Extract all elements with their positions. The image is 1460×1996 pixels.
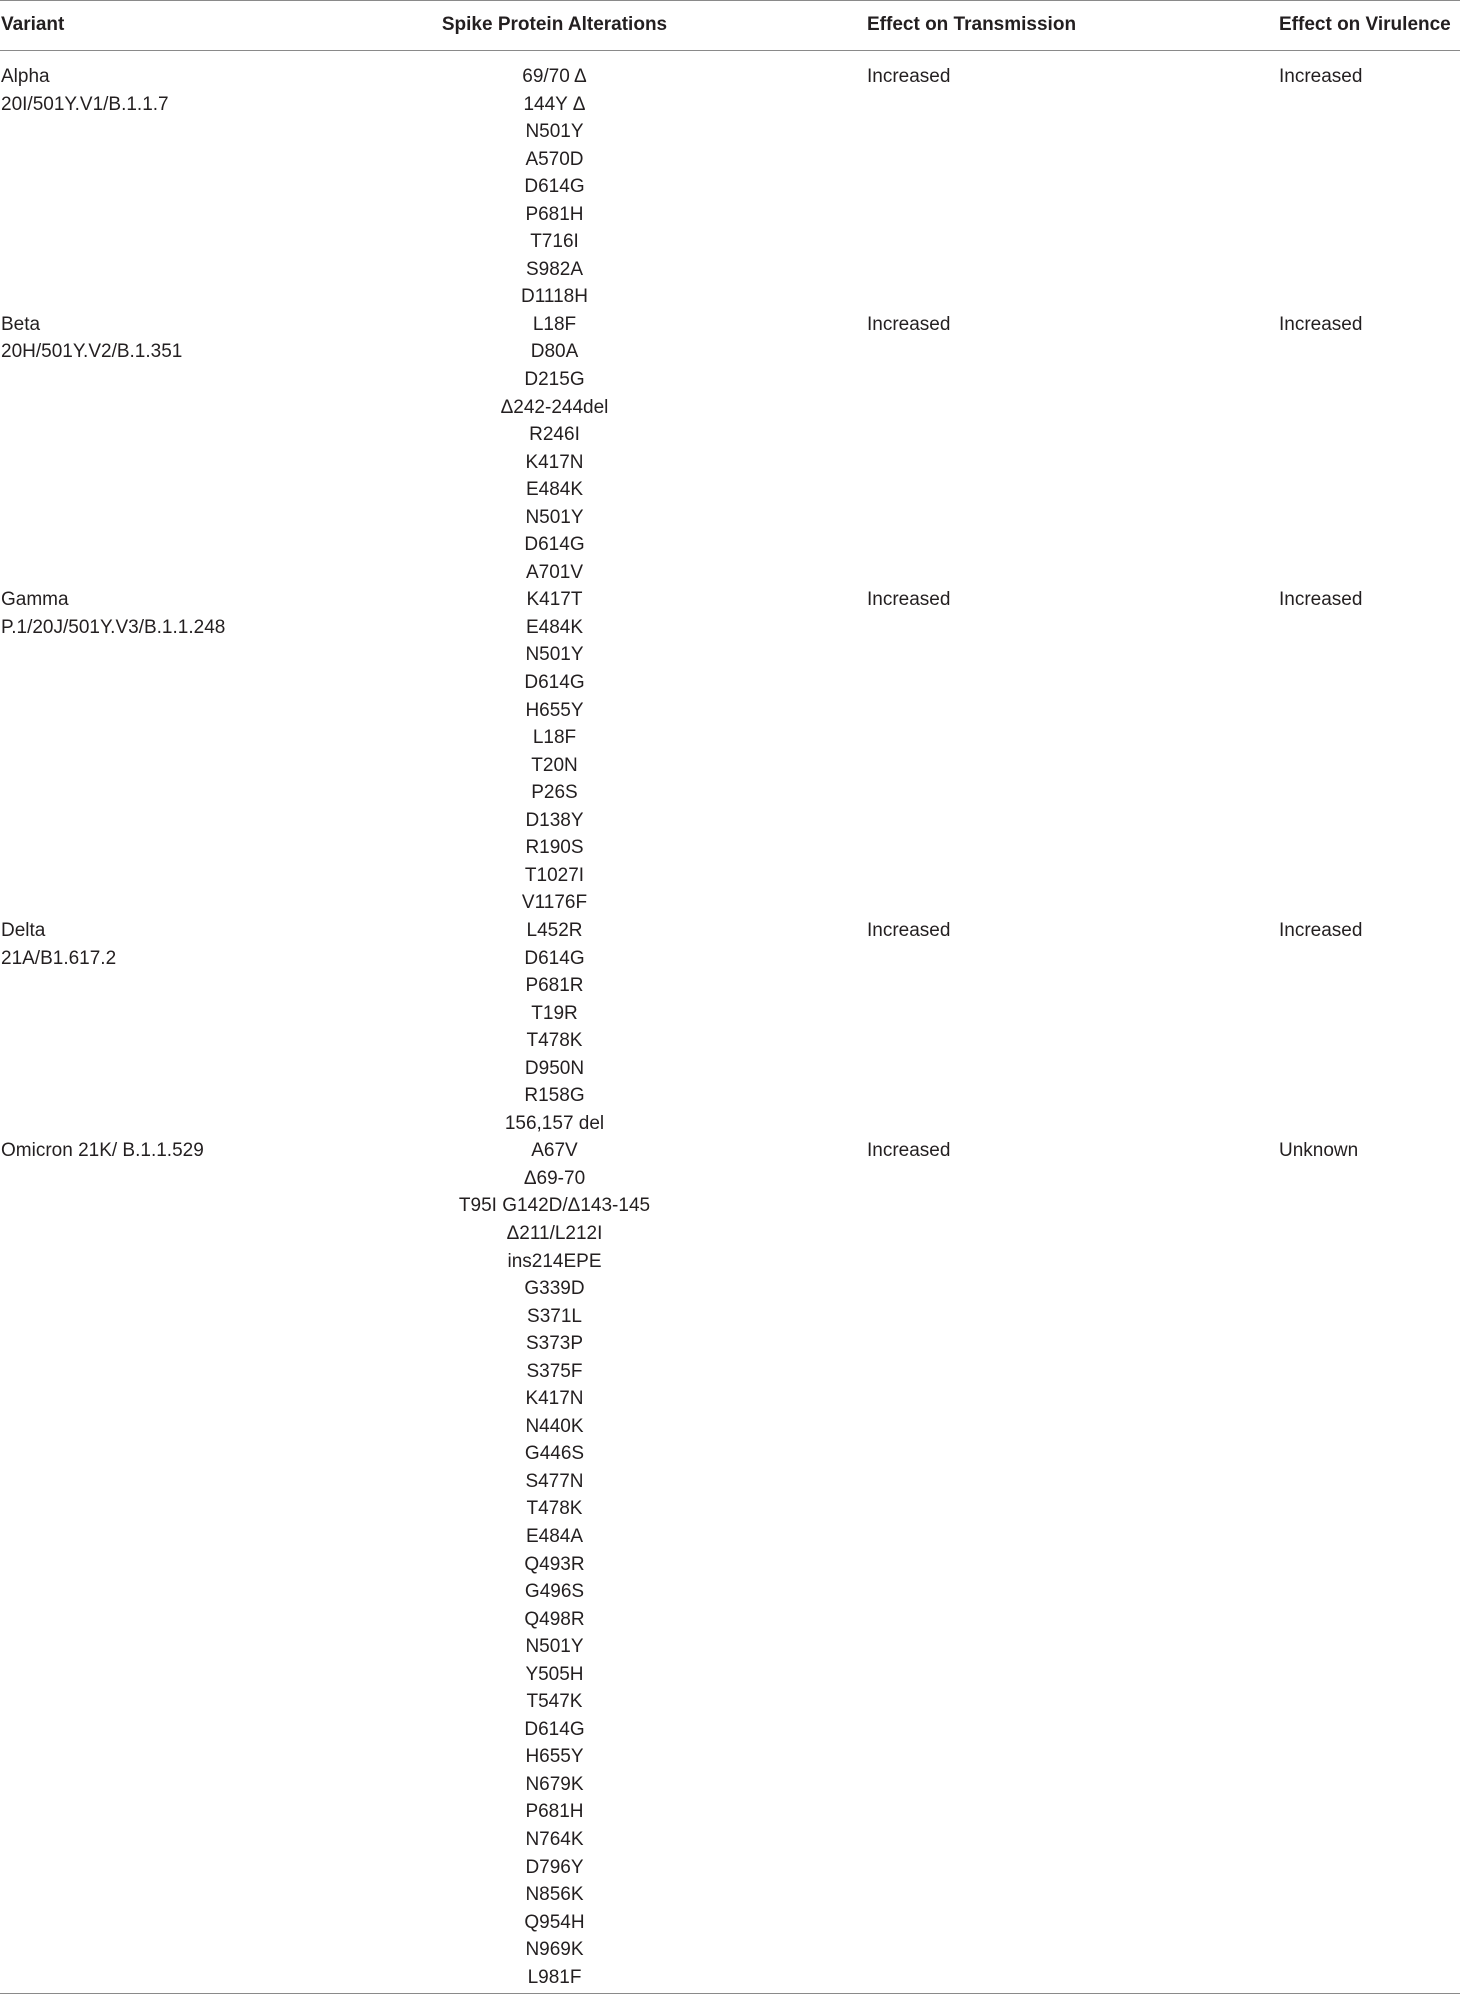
table-body [0,63,1460,1991]
mutation-item: D614G [524,1718,585,1740]
mutation-item: P681H [525,203,584,225]
transmission-cell: Increased [867,919,951,941]
mutation-item: N501Y [525,506,584,528]
mutation-item: G496S [524,1581,585,1603]
header-spike-alterations: Spike Protein Alterations [441,14,668,35]
variant-name: Alpha [1,66,50,87]
mutation-item: K417T [526,589,583,611]
mutation-item: T1027I [524,864,585,886]
mutation-item: G446S [524,1443,585,1465]
mutation-item: N764K [525,1829,584,1850]
mutation-item: E484K [525,479,584,501]
mutation-item: L18F [532,313,577,335]
mutation-item: Y505H [525,1663,584,1685]
variant-name: Omicron 21K/ B.1.1.529 [1,1140,204,1162]
variant-lineage: 21A/B1.617.2 [1,947,117,969]
header-variant: Variant [1,14,65,35]
virulence-cell: Increased [1279,66,1363,87]
mutation-item: 144Y Δ [523,93,586,115]
mutation-item: H655Y [525,699,584,721]
variant-cell [1,586,225,641]
mutation-item: L981F [527,1966,582,1988]
mutation-item: P681H [525,1801,584,1823]
mutation-item: T95I G142D/Δ143-145 [458,1195,651,1217]
mutation-item: N501Y [525,644,584,666]
mutation-item: L18F [532,727,577,749]
mutation-item: S373P [525,1333,584,1355]
mutation-item: L452R [526,919,583,941]
mutation-item: D796Y [525,1856,584,1878]
mutation-item: K417N [525,1388,584,1410]
header-rule [0,50,1460,51]
mutation-item: Q498R [524,1608,585,1630]
mutation-item: T19R [531,1002,578,1024]
spike-alterations-cell [437,586,672,917]
mutation-item: N440K [525,1415,584,1437]
mutation-item: V1176F [521,892,588,914]
mutation-item: S982A [525,258,584,280]
mutation-item: T716I [530,231,579,253]
mutation-item: ins214EPE [507,1250,602,1272]
mutation-item: S371L [527,1305,582,1327]
mutation-item: D614G [524,672,585,694]
mutation-item: D614G [524,534,585,556]
virulence-cell: Increased [1279,589,1363,611]
variant-name: Delta [1,919,46,941]
table-row [0,917,1460,1137]
mutation-item: D614G [524,176,585,198]
mutation-item: R190S [525,837,584,859]
mutation-item: K417N [525,451,584,473]
spike-alterations-cell [437,63,672,311]
header-virulence: Effect on Virulence [1279,14,1451,35]
mutation-item: P26S [531,782,578,804]
variant-lineage: 20I/501Y.V1/B.1.1.7 [1,93,169,115]
mutation-item: A570D [525,148,584,170]
mutation-item: Δ242-244del [500,396,609,418]
mutation-item: E484K [525,616,584,638]
mutation-item: Δ211/L212I [506,1222,603,1244]
variant-cell [1,1137,204,1165]
transmission-cell: Increased [867,66,951,87]
table-row [0,586,1460,917]
mutation-item: R246I [529,424,580,446]
mutation-item: D950N [524,1057,585,1079]
table-row [0,1137,1460,1991]
mutation-item: H655Y [525,1746,584,1768]
variant-cell [1,917,116,972]
variant-cell [1,311,182,366]
mutation-item: T478K [526,1030,583,1052]
table-header-row [0,0,1460,50]
mutation-item: T478K [526,1498,583,1520]
transmission-cell: Increased [867,1140,951,1162]
virulence-cell: Increased [1279,919,1363,941]
mutation-item: D1118H [521,286,588,308]
mutation-item: D138Y [525,809,584,831]
mutation-item: Q954H [524,1911,585,1933]
mutation-item: P681R [525,975,584,997]
mutation-item: 156,157 del [504,1112,605,1134]
mutation-item: N969K [525,1939,584,1961]
mutation-item: G339D [524,1278,585,1300]
virulence-cell: Increased [1279,313,1363,335]
mutation-item: E484A [525,1525,584,1547]
mutation-item: S375F [526,1360,583,1382]
variant-cell [1,63,169,118]
mutation-item: Q493R [524,1553,585,1575]
table-row [0,311,1460,586]
mutation-item: R158G [524,1085,585,1107]
virulence-cell: Unknown [1279,1140,1359,1162]
table-bottom-rule [0,1993,1460,1994]
spike-alterations-cell [437,1137,672,1991]
variant-lineage: 20H/501Y.V2/B.1.351 [1,341,183,363]
variant-name: Gamma [1,589,69,611]
transmission-cell: Increased [867,589,951,611]
mutation-item: A701V [525,561,584,583]
spike-alterations-cell [437,917,672,1137]
mutation-item: 69/70 Δ [522,66,587,87]
variant-lineage: P.1/20J/501Y.V3/B.1.1.248 [1,616,226,638]
mutation-item: N501Y [525,1636,584,1658]
table-row [0,63,1460,311]
mutation-item: N501Y [525,121,584,143]
mutation-item: T547K [526,1691,583,1713]
mutation-item: D215G [524,369,585,391]
mutation-item: D80A [530,341,579,363]
mutation-item: A67V [531,1140,578,1162]
mutation-item: N679K [525,1773,584,1795]
mutation-item: D614G [524,947,585,969]
transmission-cell: Increased [867,313,951,335]
mutation-item: N856K [525,1884,584,1906]
mutation-item: Δ69-70 [523,1167,586,1189]
mutation-item: T20N [531,754,578,776]
variant-name: Beta [1,313,41,335]
header-transmission: Effect on Transmission [867,14,1077,35]
spike-alterations-cell [437,311,672,586]
mutation-item: S477N [525,1470,584,1492]
